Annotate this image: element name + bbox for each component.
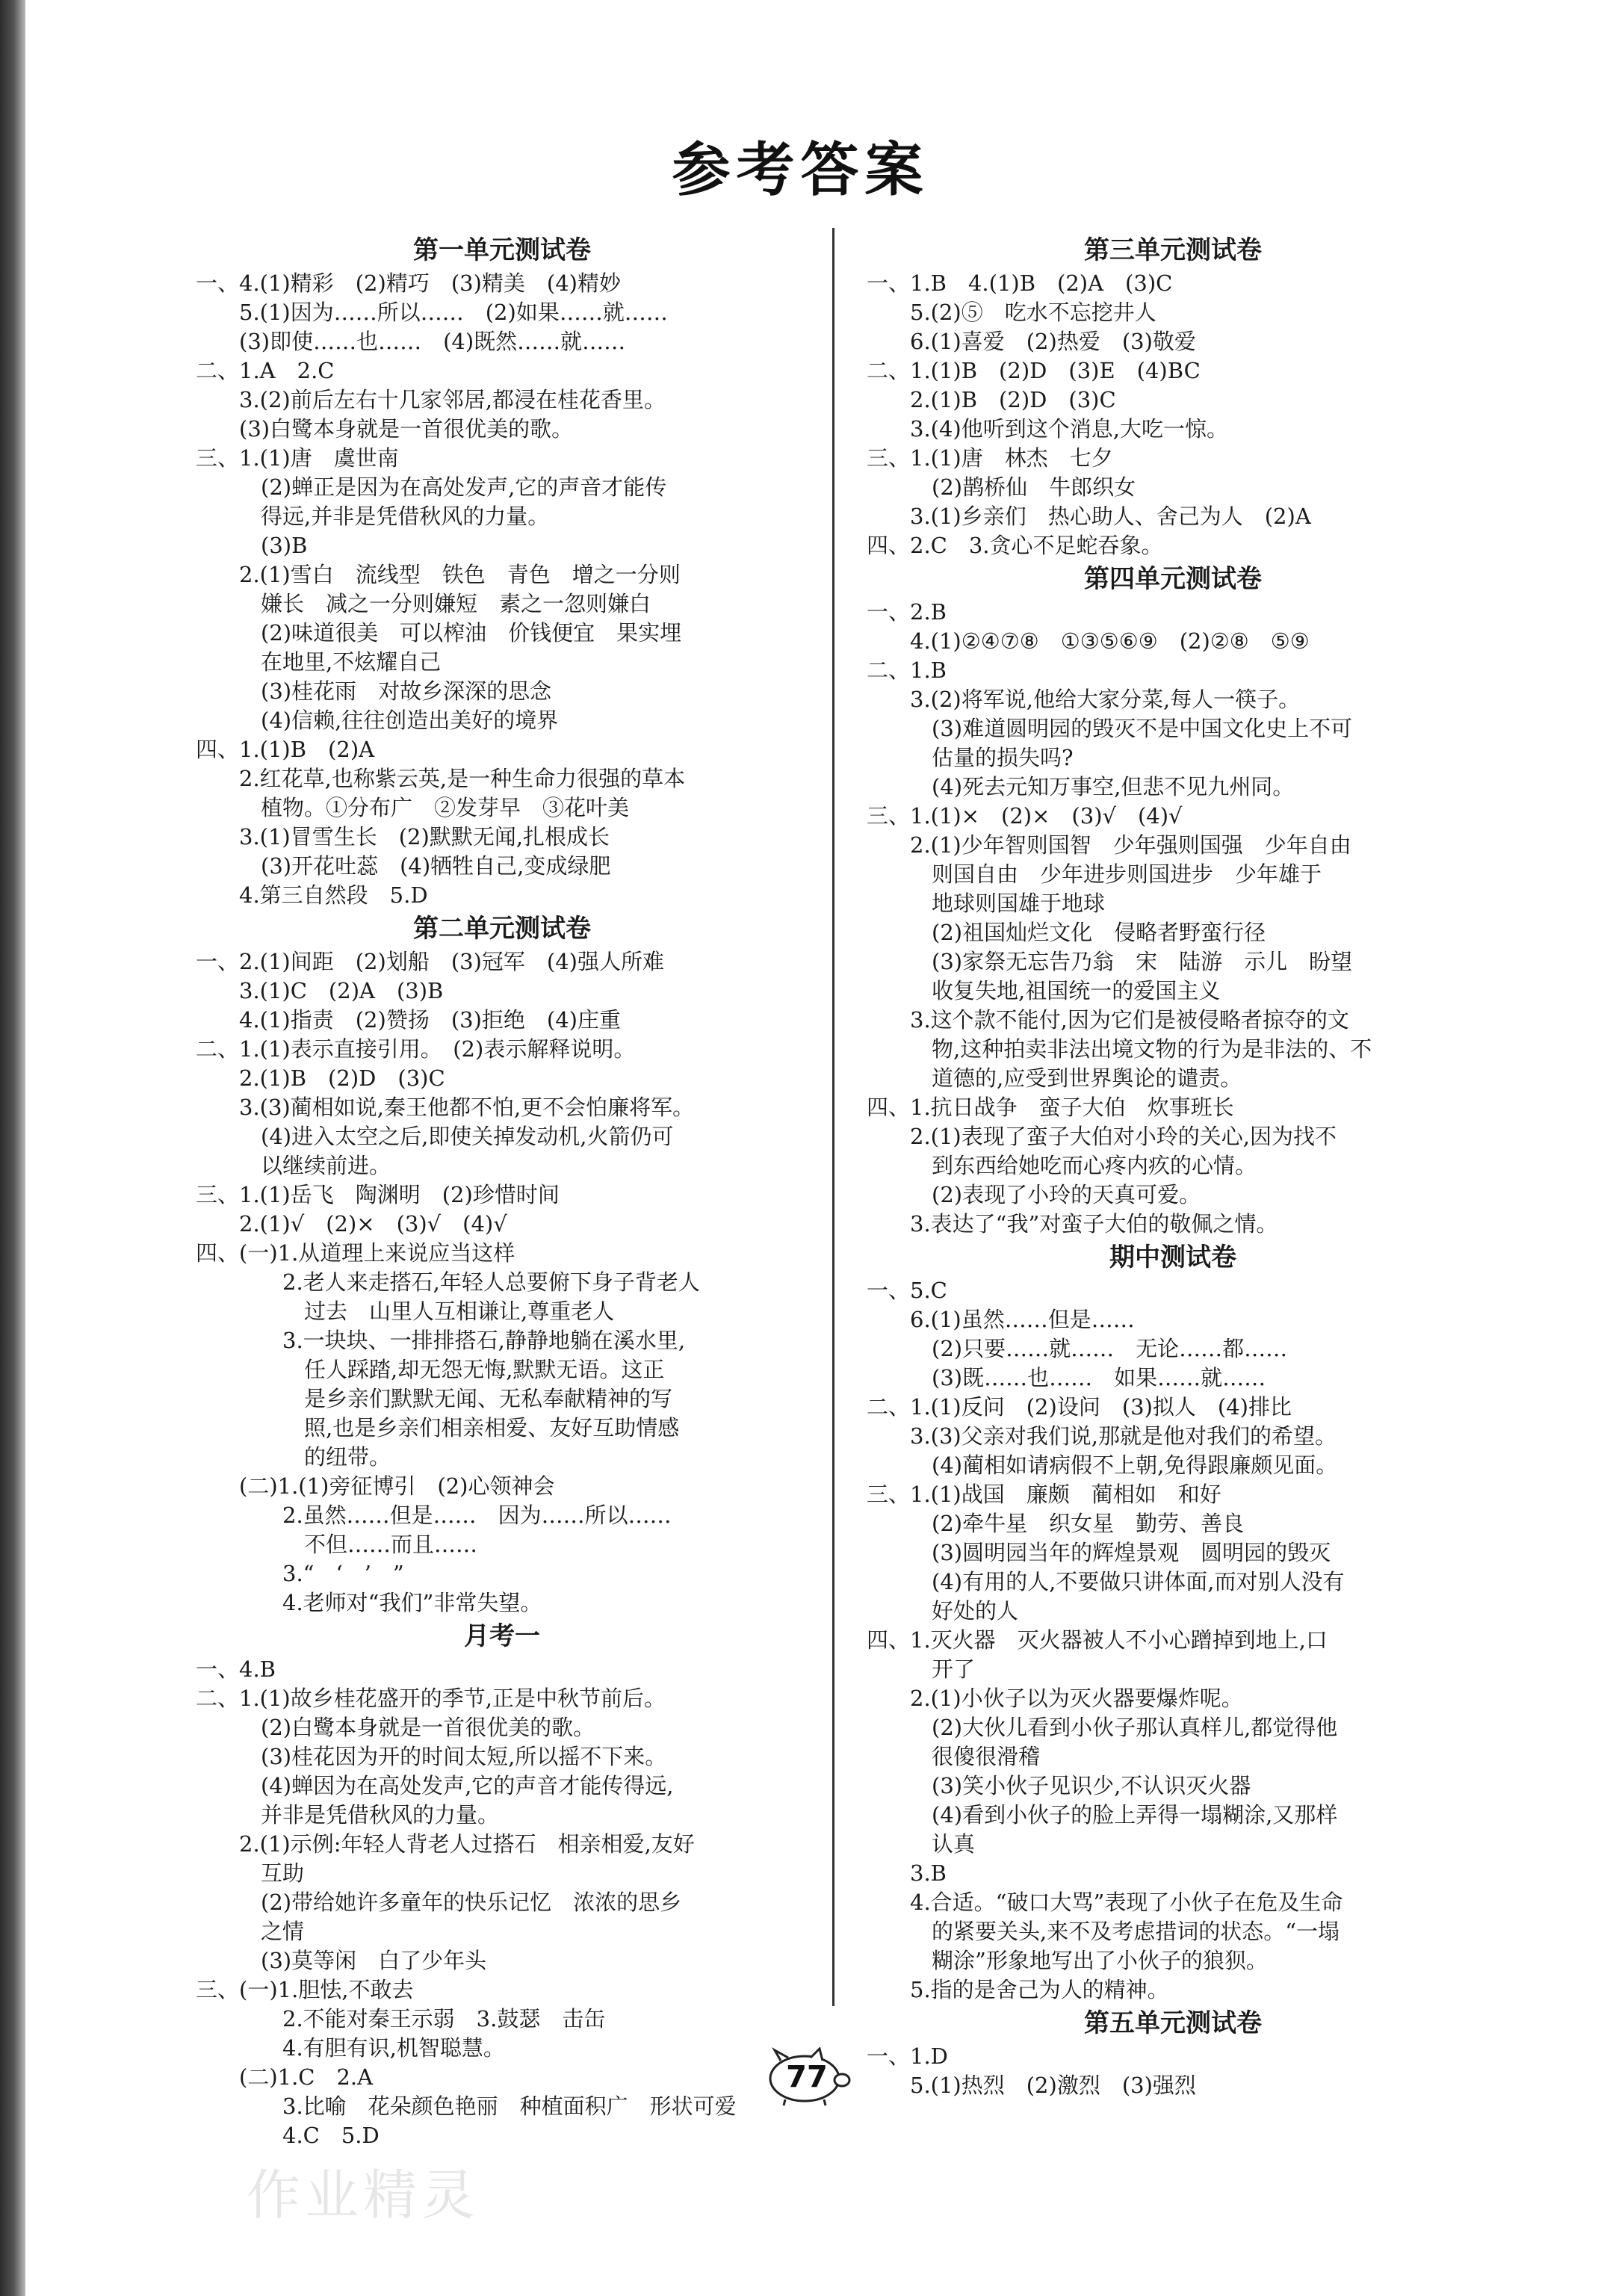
watermark: 作业精灵	[247, 2164, 480, 2227]
section-title: 第一单元测试卷	[413, 235, 591, 265]
answer-line: (3)难道圆明园的毁灭不是中国文化史上不可	[932, 716, 1353, 741]
answer-line: 2.不能对秦王示弱 3.鼓瑟 击缶	[282, 2006, 606, 2032]
answer-line: 之情	[261, 1919, 305, 1944]
left-column	[196, 232, 808, 2150]
answer-line: (3)圆明园当年的辉煌景观 圆明园的毁灭	[932, 1540, 1331, 1565]
section-title: 期中测试卷	[1109, 1243, 1236, 1272]
answer-line: 2.红花草,也称紫云英,是一种生命力很强的草本	[239, 766, 686, 791]
answer-line: (2)蝉正是因为在高处发声,它的声音才能传	[261, 474, 667, 500]
answer-line: 三、1.(1)× (2)× (3)√ (4)√	[867, 803, 1183, 829]
answer-line: 得远,并非是凭借秋风的力量。	[261, 504, 550, 529]
answer-line: 植物。①分布广 ②发芽早 ③花叶美	[261, 795, 630, 820]
answer-line: 3.(3)父亲对我们说,那就是他对我们的希望。	[910, 1423, 1337, 1449]
answer-line: 则国自由 少年进步则国进步 少年雄于	[932, 861, 1322, 887]
answer-line: 互助	[261, 1860, 305, 1886]
answer-line: 二、1.B	[867, 657, 947, 683]
answer-line: 过去 山里人互相谦让,尊重老人	[304, 1299, 615, 1324]
answer-section	[196, 232, 808, 910]
answer-line: 三、1.(1)战国 廉颇 蔺相如 和好	[867, 1482, 1221, 1507]
answer-line: (二)1.(1)旁征博引 (2)心领神会	[239, 1473, 555, 1499]
answer-line: 四、(一)1.从道理上来说应当这样	[196, 1240, 515, 1266]
answer-line: 2.(1)B (2)D (3)C	[239, 1065, 445, 1091]
answer-line: 照,也是乡亲们相亲相爱、友好互助情感	[304, 1415, 680, 1441]
answer-line: 2.虽然……但是…… 因为……所以……	[282, 1503, 672, 1528]
answer-line: 三、(一)1.胆怯,不敢去	[196, 1977, 414, 2002]
answer-line: 4.(1)指责 (2)赞扬 (3)拒绝 (4)庄重	[239, 1007, 621, 1033]
answer-line: (2)表现了小玲的天真可爱。	[932, 1182, 1201, 1207]
answer-line: (2)鹊桥仙 牛郎织女	[932, 474, 1136, 500]
answer-line: 3.(4)他听到这个消息,大吃一惊。	[910, 416, 1228, 442]
answer-line: 四、2.C 3.贪心不足蛇吞象。	[867, 533, 1163, 558]
answer-section	[867, 2005, 1479, 2100]
answer-line: 一、4.(1)精彩 (2)精巧 (3)精美 (4)精妙	[196, 270, 621, 296]
book-spine-shadow	[0, 0, 25, 2296]
answer-line: (2)大伙儿看到小伙子那认真样儿,都觉得他	[932, 1715, 1338, 1740]
page-number: 77	[786, 2060, 828, 2094]
answer-line: 三、1.(1)唐 虞世南	[196, 445, 399, 471]
answer-line: (2)牵牛星 织女星 勤劳、善良	[932, 1511, 1245, 1536]
answer-line: (4)死去元知万事空,但悲不见九州同。	[932, 774, 1295, 799]
answer-line: 的紧要关头,来不及考虑措词的状态。“一塌	[932, 1919, 1340, 1944]
answer-line: (4)信赖,往往创造出美好的境界	[261, 708, 559, 733]
answer-line: 三、1.(1)岳飞 陶渊明 (2)珍惜时间	[196, 1182, 560, 1207]
answer-line: (2)白鹭本身就是一首很优美的歌。	[261, 1715, 595, 1740]
answer-line: 二、1.(1)表示直接引用。 (2)表示解释说明。	[196, 1036, 636, 1062]
answer-line: 4.合适。“破口大骂”表现了小伙子在危及生命	[910, 1890, 1343, 1915]
answer-line: 一、2.B	[867, 599, 947, 625]
answer-line: 4.C 5.D	[282, 2123, 380, 2148]
answer-line: 3.一块块、一排排搭石,静静地躺在溪水里,	[282, 1328, 686, 1353]
answer-line: 一、2.(1)间距 (2)划船 (3)冠军 (4)强人所难	[196, 949, 664, 974]
answer-line: 5.(1)因为……所以…… (2)如果……就……	[239, 300, 668, 325]
answer-line: 是乡亲们默默无闻、无私奉献精神的写	[304, 1386, 673, 1411]
answer-section	[867, 232, 1479, 560]
answer-line: (2)祖国灿烂文化 侵略者野蛮行径	[932, 920, 1266, 945]
answer-line: 的纽带。	[304, 1444, 391, 1470]
answer-line: 估量的损失吗?	[932, 745, 1074, 770]
answer-line: 2.(1)小伙子以为灭火器要爆炸呢。	[910, 1686, 1243, 1711]
answer-line: (2)味道很美 可以榨油 价钱便宜 果实埋	[261, 620, 682, 646]
answer-line: 3.(1)C (2)A (3)B	[239, 978, 444, 1003]
answer-line: 2.(1)表现了蛮子大伯对小玲的关心,因为找不	[910, 1124, 1337, 1149]
answer-line: 四、1.抗日战争 蛮子大伯 炊事班长	[867, 1095, 1234, 1120]
section-title: 第二单元测试卷	[413, 914, 591, 944]
section-title: 第四单元测试卷	[1084, 564, 1262, 594]
answer-line: (4)蝉因为在高处发声,它的声音才能传得远,	[261, 1773, 674, 1798]
answer-line: 3.“ ‘ ’ ”	[282, 1561, 404, 1586]
answer-line: 5.(2)⑤ 吃水不忘挖井人	[910, 300, 1156, 325]
answer-line: 二、1.(1)反问 (2)设问 (3)拟人 (4)排比	[867, 1394, 1292, 1420]
answer-line: (3)B	[261, 533, 308, 558]
answer-line: 2.(1)示例:年轻人背老人过搭石 相亲相爱,友好	[239, 1831, 695, 1857]
answer-line: 2.老人来走搭石,年轻人总要俯下身子背老人	[282, 1269, 700, 1295]
column-divider	[832, 228, 834, 2006]
answer-line: (2)只要……就…… 无论……都……	[932, 1336, 1288, 1361]
answer-line: 三、1.(1)唐 林杰 七夕	[867, 445, 1113, 471]
answer-line: (3)桂花雨 对故乡深深的思念	[261, 678, 552, 704]
right-column	[867, 232, 1479, 2100]
answer-line: 认真	[932, 1831, 976, 1857]
answer-line: 一、4.B	[196, 1656, 276, 1682]
answer-line: 在地里,不炫耀自己	[261, 649, 442, 675]
answer-line: 二、1.(1)故乡桂花盛开的季节,正是中秋节前后。	[196, 1686, 666, 1711]
answer-line: 收复失地,祖国统一的爱国主义	[932, 978, 1221, 1003]
answer-line: (3)既……也…… 如果……就……	[932, 1365, 1266, 1390]
answer-line: 3.(1)冒雪生长 (2)默默无闻,扎根成长	[239, 824, 610, 850]
answer-line: 4.第三自然段 5.D	[239, 882, 428, 908]
answer-line: (3)莫等闲 白了少年头	[261, 1948, 487, 1973]
answer-line: (4)蔺相如请病假不上朝,免得跟廉颇见面。	[932, 1452, 1338, 1478]
answer-line: 以继续前进。	[261, 1153, 391, 1178]
answer-line: 5.指的是舍己为人的精神。	[910, 1977, 1169, 2002]
answer-line: 3.比喻 花朵颜色艳丽 种植面积广 形状可爱	[282, 2094, 737, 2119]
answer-line: 不但……而且……	[304, 1532, 478, 1557]
answer-section	[196, 1618, 808, 2150]
answer-line: 5.(1)热烈 (2)激烈 (3)强烈	[910, 2073, 1196, 2098]
answer-line: (4)进入太空之后,即使关掉发动机,火箭仍可	[261, 1124, 674, 1149]
answer-line: 并非是凭借秋风的力量。	[261, 1802, 500, 1828]
answer-section	[196, 910, 808, 1618]
answer-section	[867, 560, 1479, 1239]
answer-line: (3)即使……也…… (4)既然……就……	[239, 329, 626, 354]
answer-line: 四、1.(1)B (2)A	[196, 737, 375, 762]
answer-line: 糊涂”形象地写出了小伙子的狼狈。	[932, 1948, 1268, 1973]
answer-line: 二、1.A 2.C	[196, 358, 335, 383]
answer-line: 4.老师对“我们”非常失望。	[282, 1590, 542, 1615]
answer-line: 4.有胆有识,机智聪慧。	[282, 2035, 505, 2061]
answer-line: 到东西给她吃而心疼内疚的心情。	[932, 1153, 1257, 1178]
answer-line: 嫌长 减之一分则嫌短 素之一忽则嫌白	[261, 591, 651, 616]
answer-line: 6.(1)虽然……但是……	[910, 1307, 1135, 1332]
answer-line: 3.B	[910, 1860, 947, 1886]
answer-line: 2.(1)B (2)D (3)C	[910, 387, 1116, 412]
answer-line: 一、5.C	[867, 1278, 947, 1303]
answer-line: 很傻很滑稽	[932, 1744, 1041, 1769]
answer-line: 3.(3)蔺相如说,秦王他都不怕,更不会怕廉将军。	[239, 1095, 695, 1120]
answer-line: 开了	[932, 1656, 976, 1682]
answer-line: 2.(1)√ (2)× (3)√ (4)√	[239, 1211, 507, 1237]
answer-line: (3)桂花因为开的时间太短,所以摇不下来。	[261, 1744, 667, 1769]
answer-line: 3.(2)前后左右十几家邻居,都浸在桂花香里。	[239, 387, 666, 412]
section-title: 月考一	[464, 1621, 540, 1651]
answer-line: 2.(1)雪白 流线型 铁色 青色 增之一分则	[239, 562, 681, 587]
page-title: 参考答案	[672, 137, 929, 204]
answer-line: (3)开花吐蕊 (4)牺牲自己,变成绿肥	[261, 853, 611, 879]
answer-line: (3)笑小伙子见识少,不认识灭火器	[932, 1773, 1251, 1798]
section-title: 第三单元测试卷	[1084, 235, 1262, 265]
answer-line: 6.(1)喜爱 (2)热爱 (3)敬爱	[910, 329, 1196, 354]
answer-line: 任人踩踏,却无怨无悔,默默无语。这正	[304, 1357, 665, 1382]
answer-line: (3)白鹭本身就是一首很优美的歌。	[239, 416, 574, 442]
answer-line: (3)家祭无忘告乃翁 宋 陆游 示儿 盼望	[932, 949, 1353, 974]
answer-line: 好处的人	[932, 1598, 1019, 1624]
answer-line: (4)有用的人,不要做只讲体面,而对别人没有	[932, 1569, 1345, 1594]
answer-section	[867, 1239, 1479, 2005]
answer-line: 四、1.灭火器 灭火器被人不小心蹭掉到地上,口	[867, 1627, 1328, 1653]
answer-line: 3.(1)乡亲们 热心助人、舍己为人 (2)A	[910, 504, 1311, 529]
answer-line: 3.这个款不能付,因为它们是被侵略者掠夺的文	[910, 1007, 1349, 1033]
answer-line: 一、1.B 4.(1)B (2)A (3)C	[867, 270, 1173, 296]
answer-line: 3.(2)将军说,他给大家分菜,每人一筷子。	[910, 687, 1301, 712]
answer-line: 4.(1)②④⑦⑧ ①③⑤⑥⑨ (2)②⑧ ⑤⑨	[910, 628, 1310, 654]
answer-line: (4)看到小伙子的脸上弄得一塌糊涂,又那样	[932, 1802, 1338, 1828]
answer-line: (二)1.C 2.A	[239, 2064, 374, 2090]
answer-line: 2.(1)少年智则国智 少年强则国强 少年自由	[910, 832, 1351, 858]
answer-line: 3.表达了“我”对蛮子大伯的敬佩之情。	[910, 1211, 1278, 1237]
answer-line: 地球则国雄于地球	[932, 891, 1106, 916]
answer-line: 物,这种拍卖非法出境文物的行为是非法的、不	[932, 1036, 1372, 1062]
answer-line: (2)带给她许多童年的快乐记忆 浓浓的思乡	[261, 1890, 682, 1915]
answer-line: 道德的,应受到世界舆论的谴责。	[932, 1065, 1242, 1091]
answer-line: 一、1.D	[867, 2043, 948, 2069]
section-title: 第五单元测试卷	[1084, 2008, 1262, 2038]
answer-line: 二、1.(1)B (2)D (3)E (4)BC	[867, 358, 1201, 383]
page-number-badge	[758, 2047, 855, 2107]
